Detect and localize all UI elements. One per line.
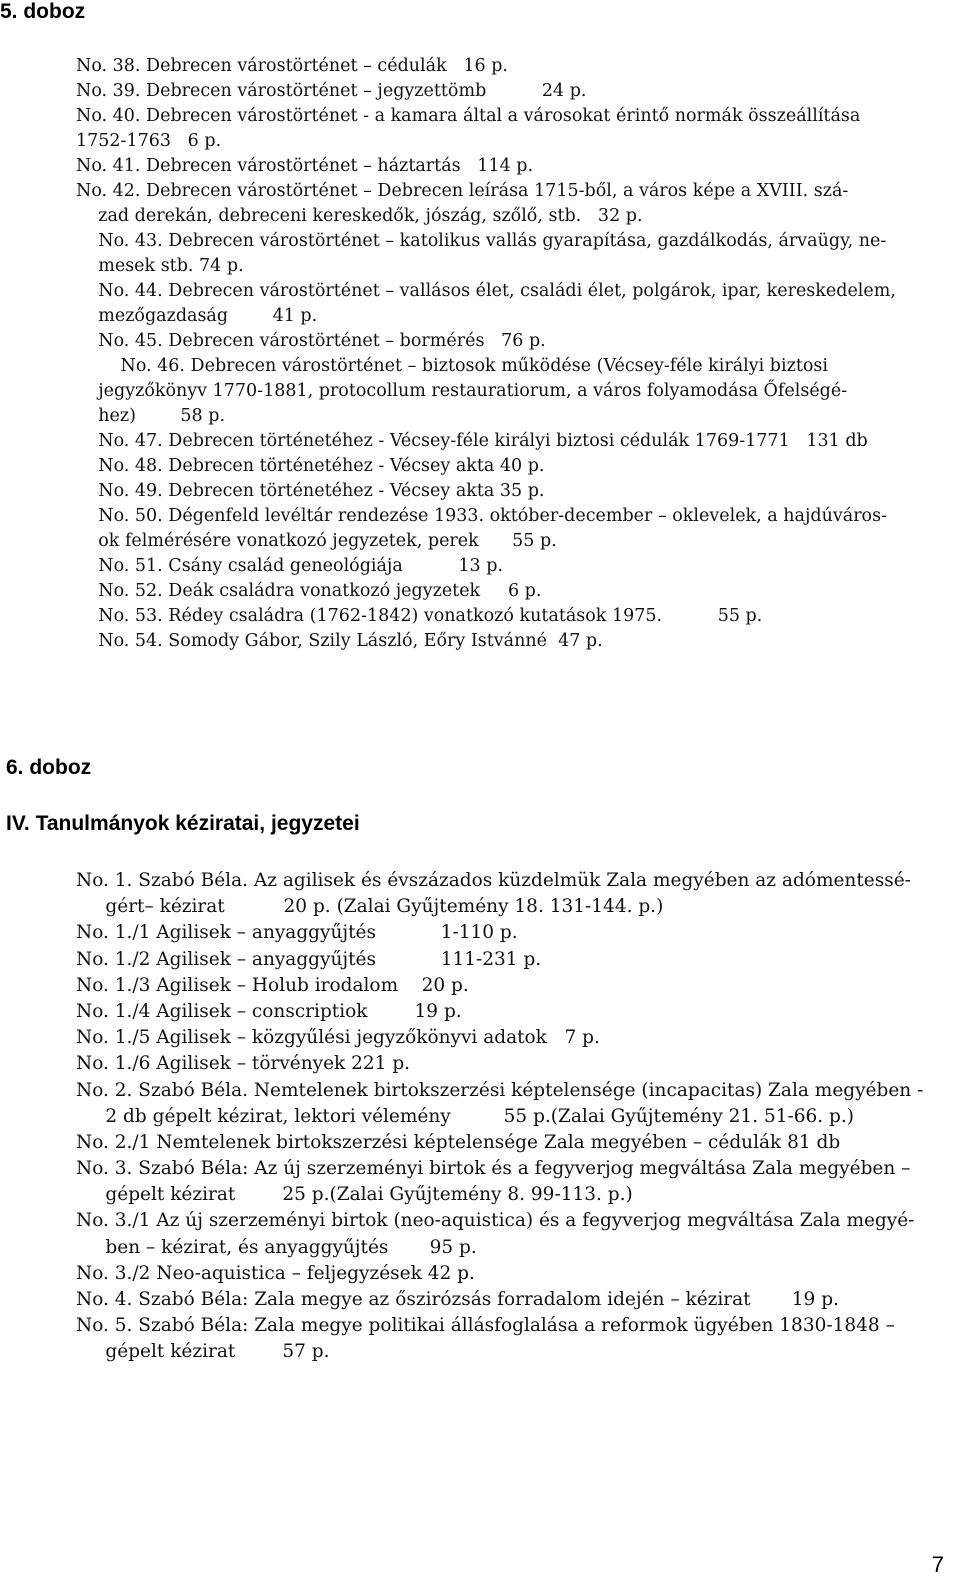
section-iv-title: IV. Tanulmányok kéziratai, jegyzetei [6,812,360,835]
list-item: No. 3./1 Az új szerzeményi birtok (neo-aquistica) és a fegyverjog megváltása Zala megyé- [76,1210,915,1232]
list-item: No. 1./4 Agilisek – conscriptiok 19 p. [76,1000,462,1022]
list-item: No. 3. Szabó Béla: Az új szerzeményi birtok és a fegyverjog megváltása Zala megyében – [76,1158,911,1180]
list-item: No. 41. Debrecen várostörténet – háztartás 114 p. [76,156,534,176]
list-item: ben – kézirat, és anyaggyűjtés 95 p. [76,1236,477,1258]
list-item: No. 1./2 Agilisek – anyaggyűjtés 111-231 p. [76,948,542,970]
list-item: jegyzőkönyv 1770-1881, protocollum restauratiorum, a város folyamodása Őfelségé- [76,381,848,401]
list-item: gépelt kézirat 25 p.(Zalai Gyűjtemény 8. 99-113. p.) [76,1184,633,1206]
list-item: mezőgazdaság 41 p. [76,306,318,326]
list-item: No. 54. Somody Gábor, Szily László, Eőry Istvánné 47 p. [76,631,603,651]
list-item: 2 db gépelt kézirat, lektori vélemény 55 p.(Zalai Gyűjtemény 21. 51-66. p.) [76,1105,854,1127]
list-item: No. 39. Debrecen várostörténet – jegyzettömb 24 p. [76,81,587,101]
list-item: No. 43. Debrecen várostörténet – katolikus vallás gyarapítása, gazdálkodás, árvaügy, ne- [76,231,887,251]
list-item: No. 4. Szabó Béla: Zala megye az őszirózsás forradalom idején – kézirat 19 p. [76,1289,839,1310]
list-item: No. 5. Szabó Béla: Zala megye politikai állásfoglalása a reformok ügyében 1830-1848 – [76,1315,895,1337]
list-item: No. 53. Rédey családra (1762-1842) vonatkozó kutatások 1975. 55 p. [76,606,763,626]
list-item: ok felmérésére vonatkozó jegyzetek, perek 55 p. [76,531,557,551]
section-iv-list [76,868,948,1366]
list-item: No. 1./5 Agilisek – közgyűlési jegyzőkönyvi adatok 7 p. [76,1027,600,1049]
list-item: No. 1./1 Agilisek – anyaggyűjtés 1-110 p. [76,922,518,944]
list-item: No. 52. Deák családra vonatkozó jegyzetek 6 p. [76,581,542,601]
list-item: No. 51. Csány család geneológiája 13 p. [76,556,504,576]
list-item: No. 50. Dégenfeld levéltár rendezése 1933. október-december – oklevelek, a hajdúváros- [76,506,887,526]
list-item: No. 2. Szabó Béla. Nemtelenek birtokszerzési képtelensége (incapacitas) Zala megyében - [76,1079,924,1101]
list-item: No. 38. Debrecen várostörténet – cédulák 16 p. [76,56,508,76]
box-5-list [76,54,948,654]
list-item: No. 1./3 Agilisek – Holub irodalom 20 p. [76,974,469,996]
list-item: No. 44. Debrecen várostörténet – vallásos élet, családi élet, polgárok, ipar, kereskedelem, [76,281,896,301]
list-item: No. 49. Debrecen történetéhez - Vécsey akta 35 p. [76,481,545,501]
list-item: No. 1./6 Agilisek – törvények 221 p. [76,1053,411,1075]
list-item: gépelt kézirat 57 p. [76,1341,330,1363]
list-item: No. 3./2 Neo-aquistica – feljegyzések 42 p. [76,1262,475,1284]
list-item: hez) 58 p. [76,406,226,426]
list-item: mesek stb. 74 p. [76,256,244,276]
list-item: No. 47. Debrecen történetéhez - Vécsey-féle királyi biztosi cédulák 1769-1771 131 db [76,431,868,451]
list-item: No. 40. Debrecen várostörténet - a kamara által a városokat érintő normák összeállítása [76,106,861,126]
box-5-heading: 5. doboz [0,0,86,23]
list-item: gért– kézirat 20 p. (Zalai Gyűjtemény 18. 131-144. p.) [76,896,664,918]
list-item: No. 46. Debrecen várostörténet – biztosok működése (Vécsey-féle királyi biztosi [76,356,828,376]
list-item: No. 2./1 Nemtelenek birtokszerzési képtelensége Zala megyében – cédulák 81 db [76,1131,841,1153]
box-6-heading: 6. doboz [6,756,92,779]
list-item: zad derekán, debreceni kereskedők, jószág, szőlő, stb. 32 p. [76,206,643,226]
list-item: No. 48. Debrecen történetéhez - Vécsey akta 40 p. [76,456,545,476]
list-item: No. 42. Debrecen várostörténet – Debrecen leírása 1715-ből, a város képe a XVIII. szá- [76,181,849,201]
list-item: No. 1. Szabó Béla. Az agilisek és évszázados küzdelmük Zala megyében az adómentessé- [76,870,911,891]
list-item: 1752-1763 6 p. [76,131,222,151]
page-number: 7 [931,1552,944,1577]
list-item: No. 45. Debrecen várostörténet – bormérés 76 p. [76,331,546,351]
